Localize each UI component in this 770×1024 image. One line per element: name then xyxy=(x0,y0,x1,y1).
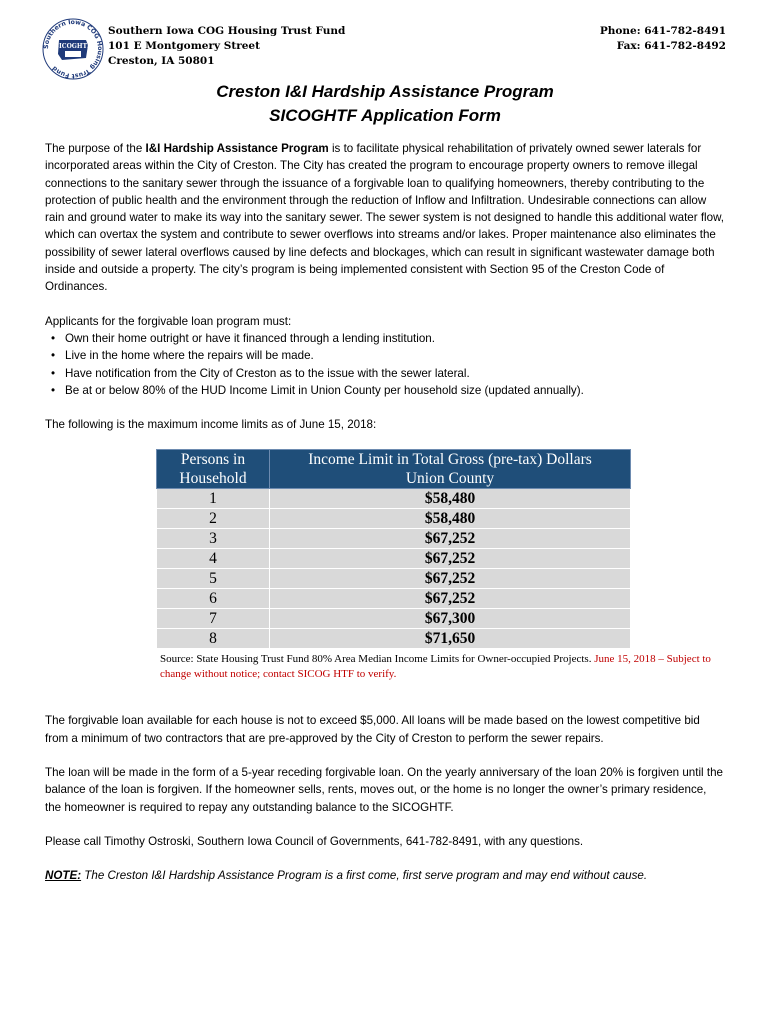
persons-cell: 6 xyxy=(157,589,270,609)
org-contact xyxy=(600,24,726,54)
page-title xyxy=(0,80,770,128)
limit-cell: $71,650 xyxy=(270,629,631,649)
source-disclaimer: June 15, 2018 – Subject to change without notice; contact SICOG HTF to verify. xyxy=(160,653,711,681)
income-limits-table-wrap xyxy=(156,449,631,649)
header-income-limit xyxy=(270,450,631,489)
purpose-lead: The purpose of the xyxy=(45,142,146,155)
limit-cell: $58,480 xyxy=(270,489,631,509)
table-row xyxy=(157,489,631,509)
requirement-item: • Have notification from the City of Creston as to the issue with the sewer lateral. xyxy=(65,365,725,382)
limit-cell: $58,480 xyxy=(270,509,631,529)
note-text: The Creston I&I Hardship Assistance Program is a first come, first serve program and may end without cause. xyxy=(81,869,648,883)
persons-cell: 3 xyxy=(157,529,270,549)
persons-cell: 2 xyxy=(157,509,270,529)
source-text: Source: State Housing Trust Fund 80% Area Median Income Limits for Owner-occupied Projects. xyxy=(160,653,592,666)
org-city: Creston, IA 50801 xyxy=(108,55,215,67)
table-row xyxy=(157,629,631,649)
persons-cell: 4 xyxy=(157,549,270,569)
note-paragraph xyxy=(45,867,725,884)
header-income-limit-line1: Income Limit in Total Gross (pre-tax) Dollars xyxy=(308,451,592,469)
table-row xyxy=(157,569,631,589)
org-phone: Phone: 641-782-8491 xyxy=(599,25,726,37)
table-row xyxy=(157,609,631,629)
requirement-item: • Be at or below 80% of the HUD Income Limit in Union County per household size (updated annually). xyxy=(65,382,725,399)
applicants-intro: Applicants for the forgivable loan program must: xyxy=(45,314,292,328)
purpose-paragraph xyxy=(45,140,725,296)
header-income-limit-line2: Union County xyxy=(405,470,495,488)
purpose-program-name: I&I Hardship Assistance Program xyxy=(145,142,329,155)
table-source-note xyxy=(160,652,720,682)
org-fax: Fax: 641-782-8492 xyxy=(616,40,726,52)
requirement-item: • Own their home outright or have it financed through a lending institution. xyxy=(65,330,725,347)
org-street: 101 E Montgomery Street xyxy=(108,40,260,52)
table-row xyxy=(157,509,631,529)
contact-paragraph: Please call Timothy Ostroski, Southern Iowa Council of Governments, 641-782-8491, with any questions. xyxy=(45,834,584,848)
limit-cell: $67,252 xyxy=(270,529,631,549)
title-line-1: Creston I&I Hardship Assistance Program xyxy=(216,82,554,101)
header-persons: Persons in Household xyxy=(157,450,270,489)
loan-amount-paragraph: The forgivable loan available for each house is not to exceed $5,000. All loans will be made based on the lowest competitive bid from a minimum of two contractors that are pre-approved by the City of Creston to perform the sewer repairs. xyxy=(45,714,700,745)
persons-cell: 1 xyxy=(157,489,270,509)
table-row xyxy=(157,529,631,549)
limit-cell: $67,252 xyxy=(270,569,631,589)
sicoghtf-logo xyxy=(42,18,104,80)
table-row xyxy=(157,589,631,609)
org-name: Southern Iowa COG Housing Trust Fund xyxy=(108,25,346,37)
persons-cell: 7 xyxy=(157,609,270,629)
purpose-body: is to facilitate physical rehabilitation of privately owned sewer laterals for incorporated areas within the City of Creston. The City has created the program to encourage property owners to remove illegal connections to the sanitary sewer through the issuance of a forgivable loan to qualifying homeowners, thereby contributing to the protection of public health and the environment through the reduction of Inflow and Infiltration. Undesirable connections can allow rain and ground water to make its way into the sanitary sewer. The sewer system is not designed to handle this additional water flow, which can overtax the system and contribute to sewer overflows into streams and/or lakes. Proper maintenance also eliminates the possibility of sewer lateral overflows caused by line defects and blockages, which can result in significant wastewater damage both inside and outside a property. The city’s program is being implemented consistent with Section 95 of the Creston Code of Ordinances. xyxy=(45,142,725,294)
persons-cell: 5 xyxy=(157,569,270,589)
requirement-item: • Live in the home where the repairs will be made. xyxy=(65,347,725,364)
document-body xyxy=(45,140,725,885)
limit-cell: $67,300 xyxy=(270,609,631,629)
logo-text: SICOGHTF xyxy=(54,43,92,50)
note-label: NOTE: xyxy=(45,869,82,883)
table-row xyxy=(157,549,631,569)
org-address xyxy=(108,24,345,69)
loan-terms-paragraph: The loan will be made in the form of a 5-year receding forgivable loan. On the yearly anniversary of the loan 20% is forgiven until the balance of the loan is forgiven. If the homeowner sells, rents, moves out, or the home is no longer the owner’s primary residence, the homeowner is required to repay any outstanding balance to the SICOGHTF. xyxy=(45,766,723,814)
persons-cell: 8 xyxy=(157,629,270,649)
title-line-2: SICOGHTF Application Form xyxy=(269,106,501,125)
limit-cell: $67,252 xyxy=(270,589,631,609)
letterhead xyxy=(0,0,770,80)
income-limits-intro: The following is the maximum income limits as of June 15, 2018: xyxy=(45,418,377,432)
applicant-requirements-list xyxy=(45,330,725,399)
income-limits-table xyxy=(156,449,631,649)
limit-cell: $67,252 xyxy=(270,549,631,569)
logo-ring-text: Southern Iowa COG Housing Trust Fund xyxy=(42,18,104,80)
